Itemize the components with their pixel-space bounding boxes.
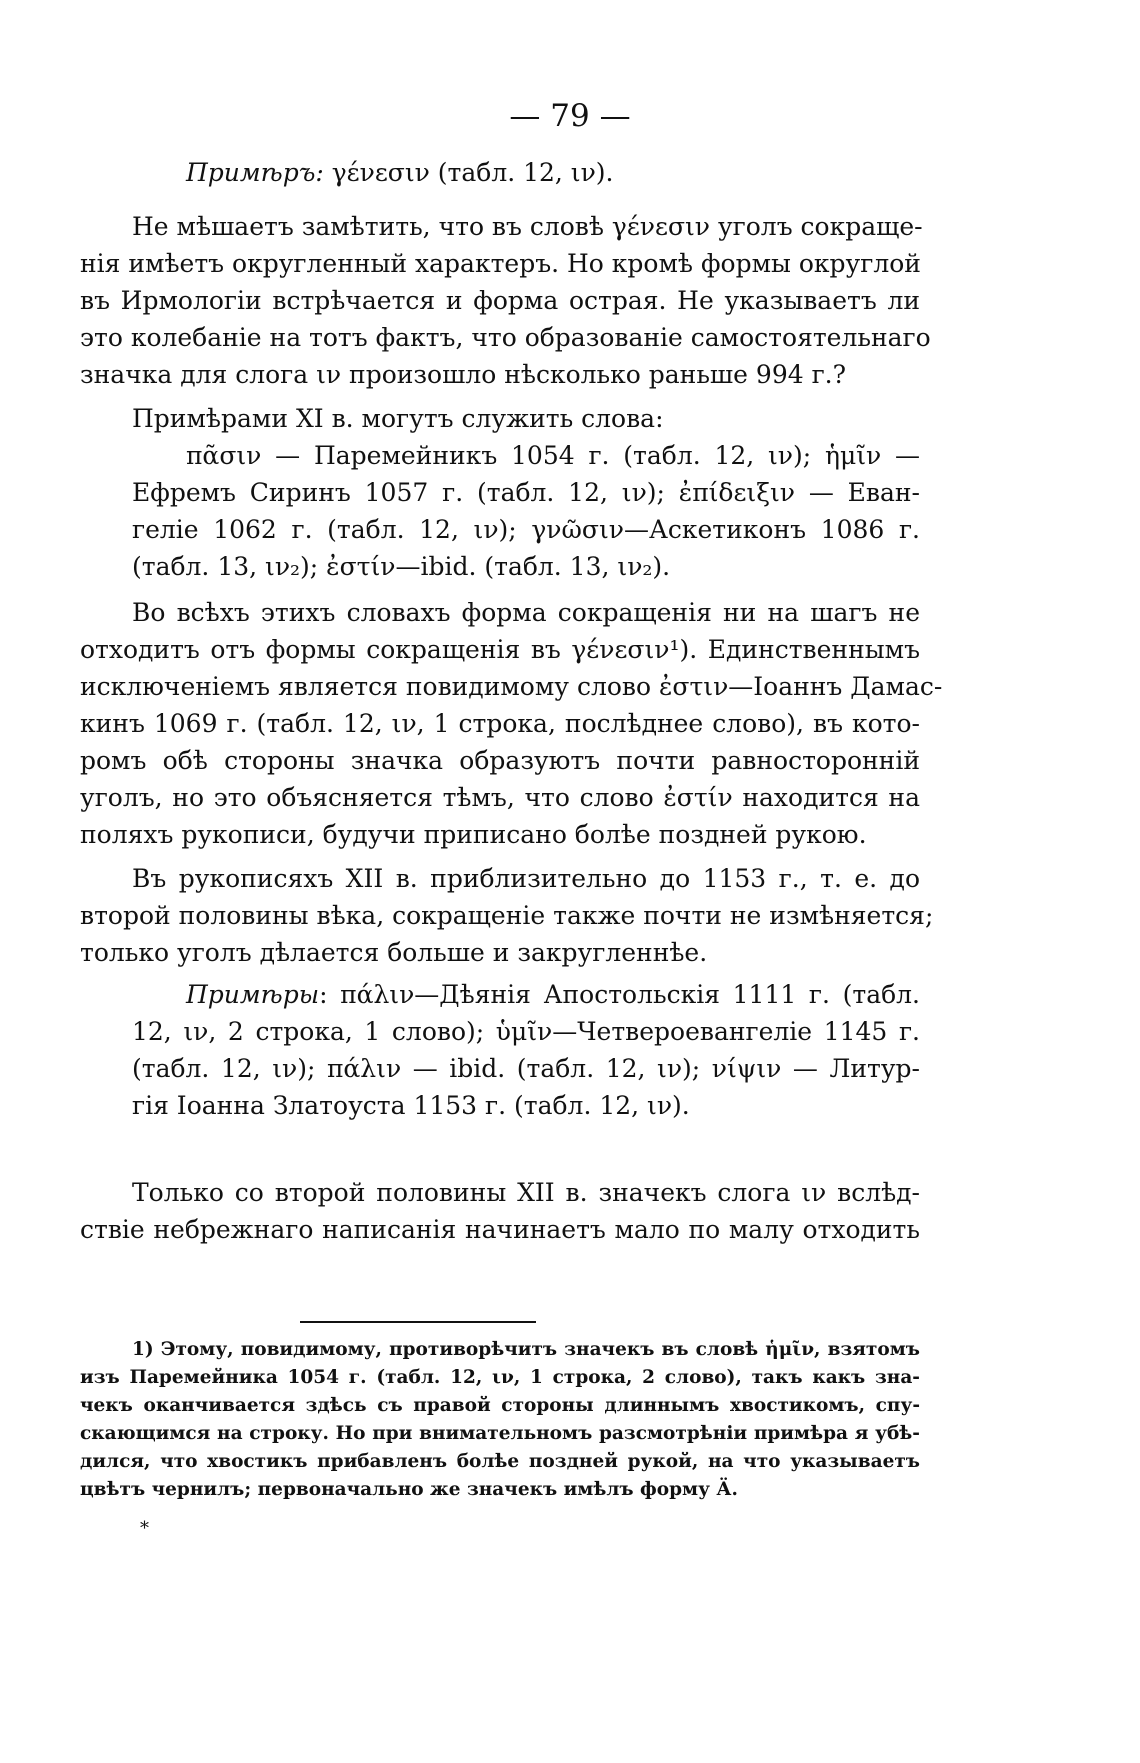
page-number: — 79 — xyxy=(509,98,631,134)
paragraph-4 xyxy=(80,860,934,971)
text-line: гія Іоанна Златоуста 1153 г. (табл. 12, ιν). xyxy=(132,1091,690,1120)
text-line: ствіе небрежнаго написанія начинаетъ мало по малу отходить xyxy=(80,1215,920,1244)
text-line: значка для слога ιν произошло нѣсколько раньше 994 г.? xyxy=(80,360,847,389)
text-line: отходитъ отъ формы сокращенія въ γένεσιν¹). Единственнымъ xyxy=(80,635,920,664)
example-label: Примѣръ: xyxy=(186,158,324,187)
text-line: (табл. 12, ιν); πάλιν — ibid. (табл. 12, ιν); νίψιν — Литур- xyxy=(132,1054,920,1083)
footnote-line: 1) Этому, повидимому, противорѣчитъ значекъ въ словѣ ἡμῖν, взятомъ xyxy=(132,1339,920,1360)
example-label: Примѣры xyxy=(186,980,320,1009)
footnote-line: дился, что хвостикъ прибавленъ болѣе поздней рукой, на что указываетъ xyxy=(80,1451,920,1472)
text-line: 12, ιν, 2 строка, 1 слово); ὑμῖν—Четвероевангеліе 1145 г. xyxy=(132,1017,920,1046)
text-line: Не мѣшаетъ замѣтить, что въ словѣ γένεσιν уголъ сокраще- xyxy=(132,212,923,241)
text-line: Примѣры: πάλιν—Дѣянія Апостольскія 1111 г. (табл. xyxy=(186,980,920,1009)
text-line: ромъ обѣ стороны значка образуютъ почти равносторонній xyxy=(80,746,920,775)
text-line: поляхъ рукописи, будучи приписано болѣе поздней рукою. xyxy=(80,820,867,849)
text-line: въ Ирмологіи встрѣчается и форма острая. Не указываетъ ли xyxy=(80,286,920,315)
text-line: Ефремъ Сиринъ 1057 г. (табл. 12, ιν); ἐπίδειξιν — Еван- xyxy=(132,478,920,507)
footnote-divider xyxy=(300,1321,536,1323)
paragraph-3 xyxy=(80,594,943,853)
text-line: Примѣрами XI в. могутъ служить слова: xyxy=(132,404,664,433)
text-line: уголъ, но это объясняется тѣмъ, что слово ἐστίν находится на xyxy=(80,783,920,812)
footnote-line: чекъ оканчивается здѣсь съ правой стороны длиннымъ хвостикомъ, спу- xyxy=(80,1395,920,1416)
paragraph-5 xyxy=(80,1174,920,1248)
footnote-line: цвѣтъ чернилъ; первоначально же значекъ имѣлъ форму Ӓ. xyxy=(80,1479,738,1500)
text-line: это колебаніе на тотъ фактъ, что образованіе самостоятельнаго xyxy=(80,323,931,352)
text-line: исключеніемъ является повидимому слово ἐστιν—Іоаннъ Дамас- xyxy=(80,672,943,701)
text-line: только уголъ дѣлается больше и закругленнѣе. xyxy=(80,938,708,967)
text-line: Въ рукописяхъ XII в. приблизительно до 1153 г., т. е. до xyxy=(132,864,920,893)
example-1-line: Примѣръ: γένεσιν (табл. 12, ιν). xyxy=(186,158,614,187)
paragraph-2 xyxy=(80,400,920,585)
text-line: кинъ 1069 г. (табл. 12, ιν, 1 строка, послѣднее слово), въ кото- xyxy=(80,709,920,738)
paragraph-1 xyxy=(80,208,931,393)
example-2 xyxy=(80,976,920,1124)
footnote-line: изъ Паремейника 1054 г. (табл. 12, ιν, 1 строка, 2 слово), такъ какъ зна- xyxy=(80,1367,920,1388)
example-1 xyxy=(80,154,920,191)
text-line: геліе 1062 г. (табл. 12, ιν); γνῶσιν—Аскетиконъ 1086 г. xyxy=(132,515,920,544)
footnote xyxy=(80,1336,920,1504)
text-line: нія имѣетъ округленный характеръ. Но кромѣ формы округлой xyxy=(80,249,921,278)
footnote-line: скающимся на строку. Но при внимательномъ разсмотрѣніи примѣра я убѣ- xyxy=(80,1423,920,1444)
printer-mark: * xyxy=(140,1518,149,1539)
text-line: (табл. 13, ιν₂); ἐστίν—ibid. (табл. 13, ιν₂). xyxy=(132,552,671,581)
text-line: Во всѣхъ этихъ словахъ форма сокращенія ни на шагъ не xyxy=(132,598,920,627)
text-line: Только со второй половины XII в. значекъ слога ιν вслѣд- xyxy=(132,1178,920,1207)
text-line: второй половины вѣка, сокращеніе также почти не измѣняется; xyxy=(80,901,934,930)
text-line: πᾶσιν — Паремейникъ 1054 г. (табл. 12, ιν); ἡμῖν — xyxy=(186,441,920,470)
